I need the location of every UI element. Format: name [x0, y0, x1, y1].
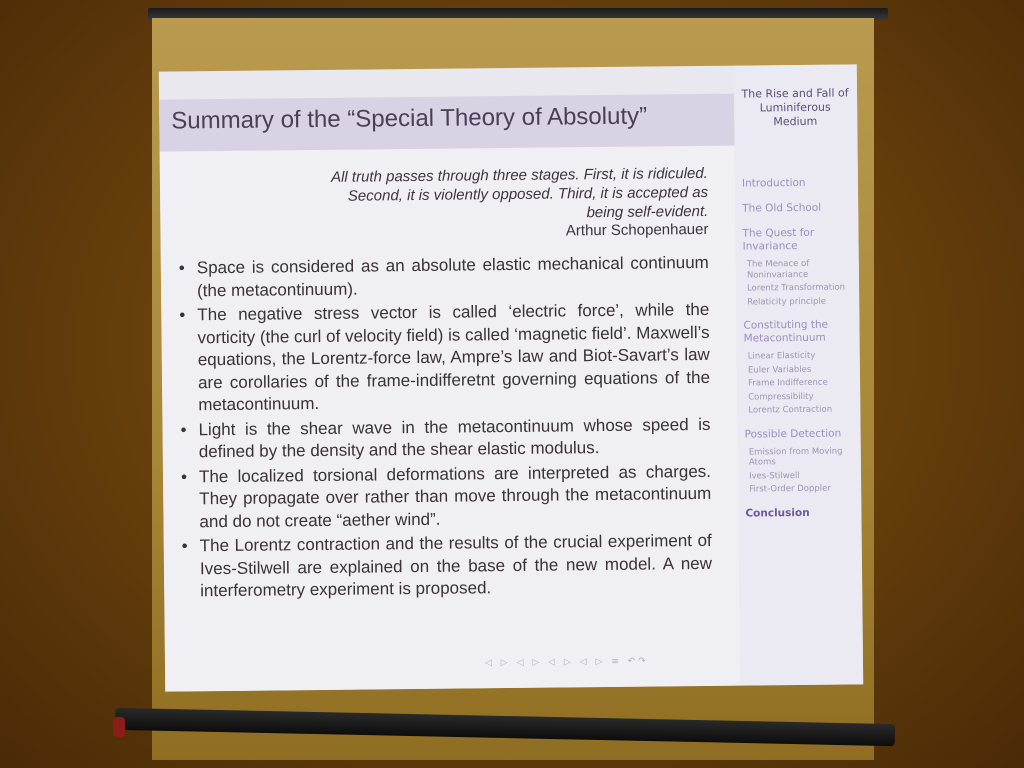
nav-section-quest[interactable]: The Quest for Invariance	[742, 226, 815, 253]
quote-author: Arthur Schopenhauer	[565, 220, 709, 240]
bar-end-cap	[113, 717, 125, 737]
nav-group-detection	[745, 427, 858, 495]
bullet-item: • Light is the shear wave in the metacontinuum whose speed is defined by the density and the shear elastic modulus.	[180, 413, 710, 464]
nav-sub-lorentz-transformation[interactable]: Lorentz Transformation	[747, 282, 846, 294]
nav-sub-menace[interactable]: The Menace of Noninvariance	[746, 258, 810, 281]
nav-sub-frame-indifference[interactable]: Frame Indifference	[748, 377, 828, 389]
nav-section-conclusion[interactable]: Conclusion	[745, 506, 810, 520]
bullet-item: • Space is considered as an absolute elastic mechanical continuum (the metacontinuum).	[179, 252, 709, 303]
bullet-list	[179, 252, 713, 605]
nav-sub-linear-elasticity[interactable]: Linear Elasticity	[747, 350, 816, 362]
nav-section-old-school[interactable]: The Old School	[742, 201, 822, 215]
nav-sub-doppler[interactable]: First-Order Doppler	[749, 483, 831, 495]
nav-section-detection[interactable]: Possible Detection	[744, 427, 842, 441]
beamer-navigation-icons[interactable]: ◁ ▷ ◁ ▷ ◁ ▷ ◁ ▷ ≡ ↶↷	[484, 656, 649, 669]
nav-group-metacontinuum	[743, 318, 856, 416]
bullet-item: • The Lorentz contraction and the results of the crucial experiment of Ives-Stilwell are explained on the base of the new model. A new interferometry experiment is proposed.	[182, 530, 713, 603]
nav-sub-euler-variables[interactable]: Euler Variables	[747, 364, 812, 376]
nav-section-introduction[interactable]: Introduction	[741, 176, 806, 190]
sidebar-heading: The Rise and Fall of Luminiferous Medium	[741, 86, 849, 129]
nav-sub-relaticity[interactable]: Relaticity principle	[747, 296, 827, 308]
nav-sub-emission[interactable]: Emission from Moving Atoms	[748, 446, 843, 468]
nav-sub-compressibility[interactable]: Compressibility	[748, 391, 814, 403]
nav-section-metacontinuum[interactable]: Constituting the Metacontinuum	[743, 318, 829, 345]
bullet-item: • The localized torsional deformations are interpreted as charges. They propagate over rather than move through the metacontinuum and do not create “aether wind”.	[181, 460, 712, 533]
quote: All truth passes through three stages. First, it is ridiculed. Second, it is violently opposed. Third, it is accepted as being self-evident.	[330, 164, 709, 222]
presentation-slide	[159, 64, 863, 691]
sidebar-nav	[742, 176, 858, 532]
nav-sub-lorentz-contraction[interactable]: Lorentz Contraction	[748, 404, 833, 416]
slide-title: Summary of the “Special Theory of Absoluty”	[171, 102, 648, 135]
nav-sub-ives-stilwell[interactable]: Ives-Stilwell	[748, 470, 800, 482]
nav-group-quest	[742, 226, 855, 307]
bullet-item: • The negative stress vector is called ‘electric force’, while the vorticity (the curl of velocity field) is called ‘magnetic field’. Maxwell’s equations, the Lorentz-force law, Ampre’s law and Biot-Savart’s law are corollaries of the frame-indifferetnt governing equations of the metacontinuum.	[179, 299, 710, 417]
